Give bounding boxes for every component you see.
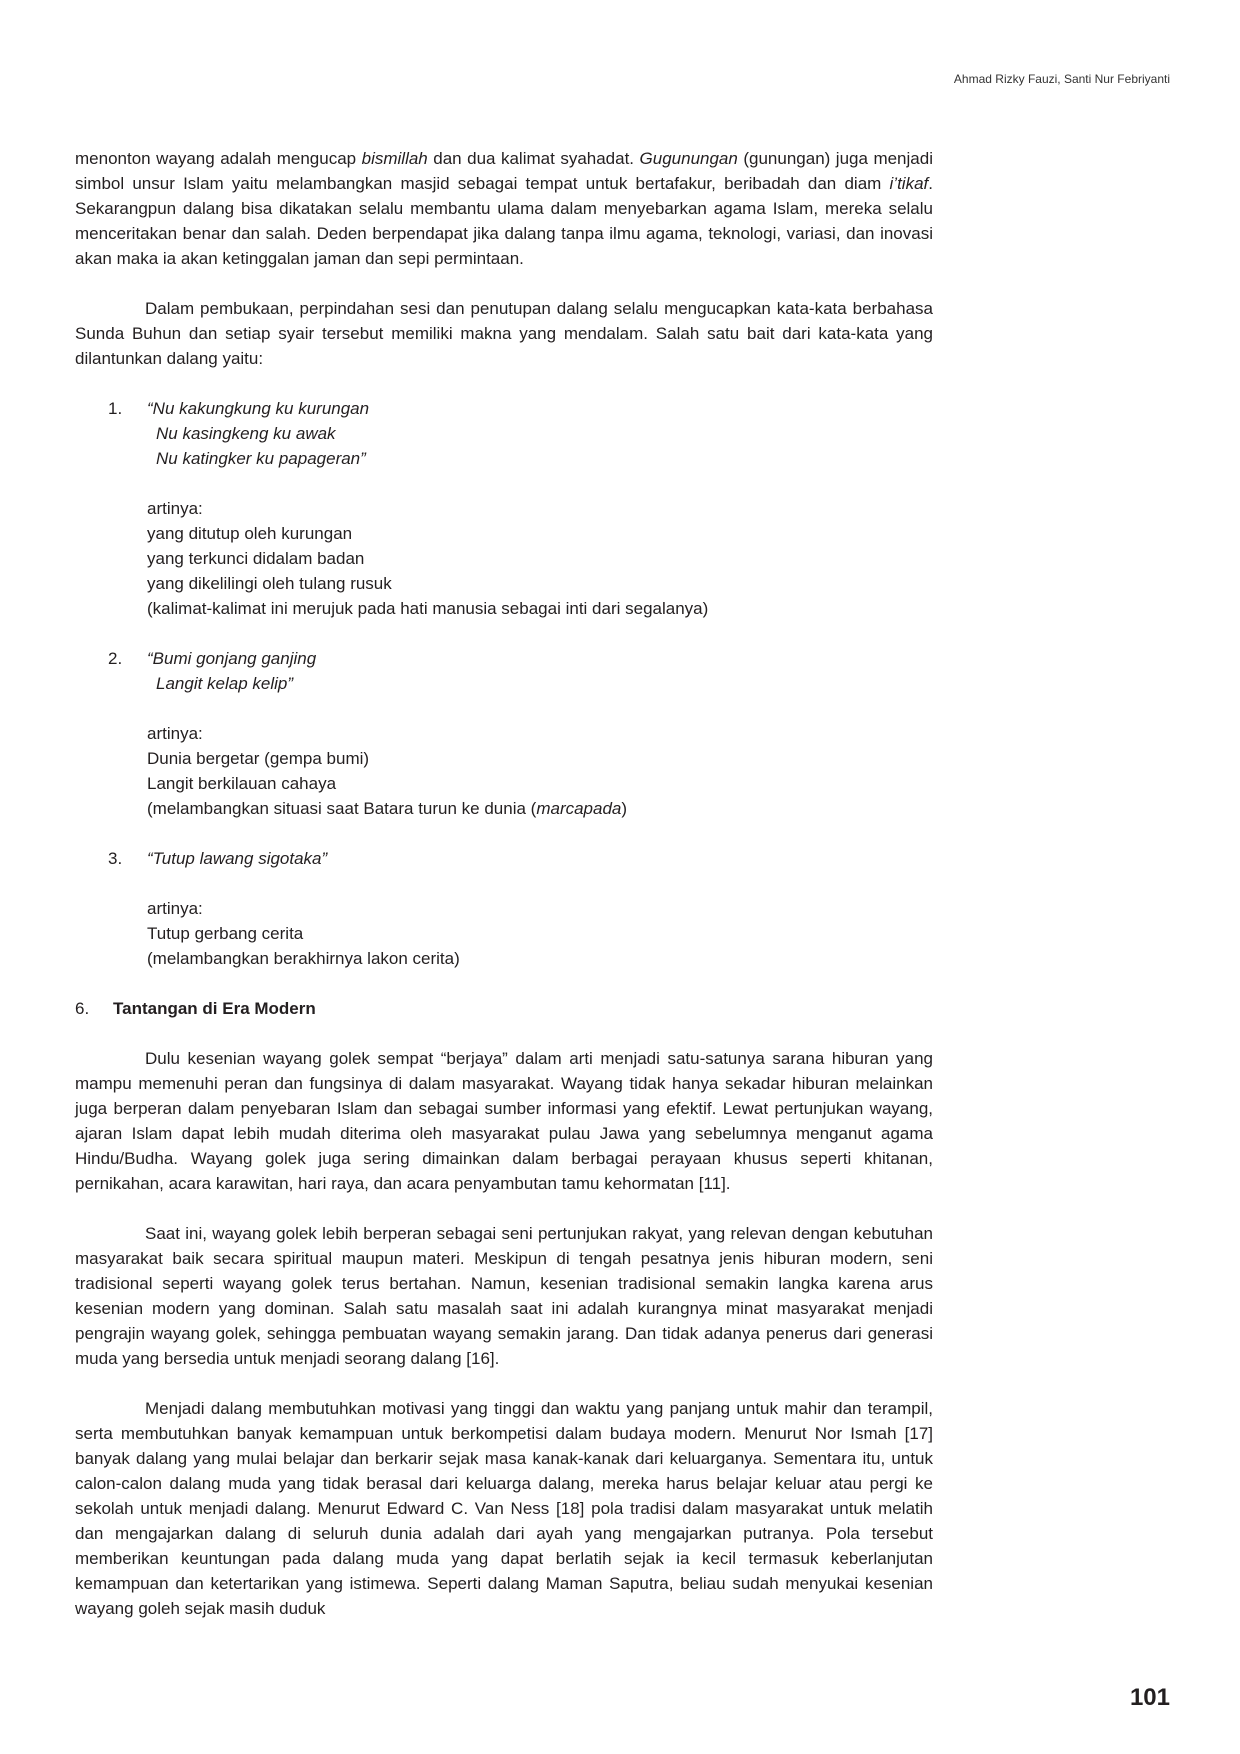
meaning-line: Tutup gerbang cerita xyxy=(147,924,304,943)
text-run: (gunungan) juga menjadi simbol unsur Islam yaitu melambangkan masjid sebagai tempat untuk bertafakur, beribadah dan diam xyxy=(75,149,933,193)
text-run: menonton wayang adalah mengucap xyxy=(75,149,362,168)
meaning-line xyxy=(147,796,933,821)
verse-meaning xyxy=(147,721,933,821)
list-number: 1. xyxy=(108,399,123,418)
verse-item-1 xyxy=(75,396,933,621)
paragraph-2: Dalam pembukaan, perpindahan sesi dan penutupan dalang selalu mengucapkan kata-kata berbahasa Sunda Buhun dan setiap syair tersebut memiliki makna yang mendalam. Salah satu bait dari kata-kata yang dilantunkan dalang yaitu: xyxy=(75,299,933,368)
running-head: Ahmad Rizky Fauzi, Santi Nur Febriyanti xyxy=(953,72,1170,86)
italic-term: marcapada xyxy=(536,799,622,818)
list-number: 3. xyxy=(108,849,123,868)
verse-item-3 xyxy=(75,846,933,971)
text-run: (melambangkan situasi saat Batara turun ke dunia ( xyxy=(147,799,537,818)
verse-meaning xyxy=(147,496,933,621)
italic-term: bismillah xyxy=(361,149,428,168)
meaning-line: yang ditutup oleh kurungan xyxy=(147,524,353,543)
paragraph-5: Menjadi dalang membutuhkan motivasi yang tinggi dan waktu yang panjang untuk mahir dan terampil, serta membutuhkan banyak kemampuan untuk berkompetisi dalam budaya modern. Menurut Nor Ismah [17] banyak dalang yang mulai belajar dan berkarir sejak masa kanak-kanak dari keluarganya. Sementara itu, untuk calon-calon dalang muda yang tidak berasal dari keluarga dalang, mereka harus belajar keluar atau pergi ke sekolah untuk menjadi dalang. Menurut Edward C. Van Ness [18] pola tradisi dalam masyarakat untuk melatih dan mengajarkan dalang di seluruh dunia adalah dari ayah yang mengajarkan putranya. Pola tersebut memberikan keuntungan pada dalang muda yang dapat berlatih sejak ia kecil termasuk keberlanjutan kemampuan dan ketertarikan yang istimewa. Seperti dalang Maman Saputra, beliau sudah menyukai kesenian wayang goleh sejak masih duduk xyxy=(75,1399,933,1618)
lyric-line: Langit kelap kelip” xyxy=(156,674,294,693)
verse-lyric xyxy=(147,846,933,871)
section-number: 6. xyxy=(75,999,90,1018)
page-body xyxy=(75,146,933,1646)
meaning-label: artinya: xyxy=(147,899,203,918)
text-run: dan dua kalimat syahadat. xyxy=(427,149,640,168)
paragraph-3: Dulu kesenian wayang golek sempat “berjaya” dalam arti menjadi satu-satunya sarana hiburan yang mampu memenuhi peran dan fungsinya di dalam masyarakat. Wayang tidak hanya sekadar hiburan melainkan juga berperan dalam penyebaran Islam dan sebagai sumber informasi yang efektif. Lewat pertunjukan wayang, ajaran Islam dapat lebih mudah diterima oleh masyarakat pulau Jawa yang sebelumnya menganut agama Hindu/Budha. Wayang golek juga sering dimainkan dalam berbagai perayaan khusus seperti khitanan, pernikahan, acara karawitan, hari raya, dan acara penyambutan tamu kehormatan [11]. xyxy=(75,1049,933,1193)
italic-term: Gugunungan xyxy=(639,149,738,168)
italic-term: i’tikaf xyxy=(889,174,929,193)
lyric-line: “Tutup lawang sigotaka” xyxy=(147,849,328,868)
meaning-label: artinya: xyxy=(147,724,203,743)
meaning-line: (kalimat-kalimat ini merujuk pada hati manusia sebagai inti dari segalanya) xyxy=(147,599,709,618)
lyric-line: Nu katingker ku papageran” xyxy=(156,449,366,468)
meaning-line: (melambangkan berakhirnya lakon cerita) xyxy=(147,949,460,968)
paragraph-1 xyxy=(75,146,933,271)
meaning-line: yang dikelilingi oleh tulang rusuk xyxy=(147,574,392,593)
text-run: . Sekarangpun dalang bisa dikatakan selalu membantu ulama dalam menyebarkan agama Islam, mereka selalu menceritakan benar dan salah. Deden berpendapat jika dalang tanpa ilmu agama, teknologi, variasi, dan inovasi akan maka ia akan ketinggalan jaman dan sepi permintaan. xyxy=(75,174,933,268)
meaning-line: Dunia bergetar (gempa bumi) xyxy=(147,749,370,768)
section-heading xyxy=(75,996,933,1021)
list-number: 2. xyxy=(108,649,123,668)
paragraph-4: Saat ini, wayang golek lebih berperan sebagai seni pertunjukan rakyat, yang relevan dengan kebutuhan masyarakat baik secara spiritual maupun materi. Meskipun di tengah pesatnya jenis hiburan modern, seni tradisional seperti wayang golek terus bertahan. Namun, kesenian tradisional semakin langka karena arus kesenian modern yang dominan. Salah satu masalah saat ini adalah kurangnya minat masyarakat menjadi pengrajin wayang golek, sehingga pembuatan wayang semakin jarang. Dan tidak adanya penerus dari generasi muda yang bersedia untuk menjadi seorang dalang [16]. xyxy=(75,1224,933,1368)
meaning-line: yang terkunci didalam badan xyxy=(147,549,365,568)
verse-item-2 xyxy=(75,646,933,821)
text-run: ) xyxy=(621,799,628,818)
lyric-line: Nu kasingkeng ku awak xyxy=(156,424,336,443)
lyric-line: “Nu kakungkung ku kurungan xyxy=(147,399,370,418)
verse-lyric xyxy=(147,646,933,696)
verse-lyric xyxy=(147,396,933,471)
verse-meaning xyxy=(147,896,933,971)
meaning-line: Langit berkilauan cahaya xyxy=(147,774,337,793)
lyric-line: “Bumi gonjang ganjing xyxy=(147,649,317,668)
page-number: 101 xyxy=(1129,1684,1170,1711)
section-title: Tantangan di Era Modern xyxy=(113,999,316,1018)
meaning-label: artinya: xyxy=(147,499,203,518)
